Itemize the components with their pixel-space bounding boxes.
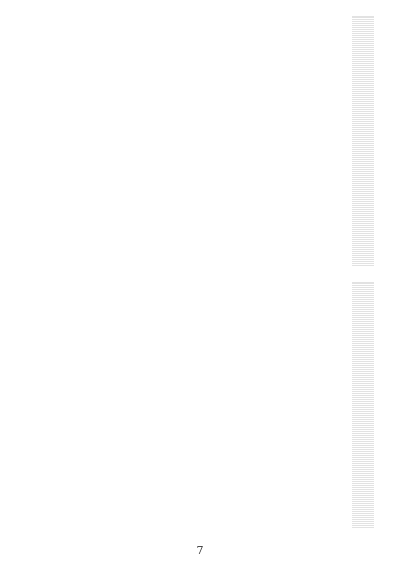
text-column [369, 282, 370, 528]
text-column [364, 282, 365, 528]
text-column [356, 16, 357, 266]
text-column [368, 16, 369, 266]
text-column [358, 16, 359, 266]
text-column [373, 16, 374, 266]
text-column [363, 282, 364, 528]
text-column [370, 282, 371, 528]
text-column [367, 282, 368, 528]
text-column [354, 282, 355, 528]
text-column [369, 16, 370, 266]
page-number: 7 [196, 544, 204, 557]
text-column [366, 16, 367, 266]
text-column [358, 282, 359, 528]
text-column [361, 16, 362, 266]
text-column [352, 16, 353, 266]
text-column [363, 16, 364, 266]
text-column [357, 16, 358, 266]
text-column [371, 16, 372, 266]
text-column [357, 282, 358, 528]
text-column [359, 16, 360, 266]
text-column [370, 16, 371, 266]
text-column [355, 282, 356, 528]
text-column [364, 16, 365, 266]
upper-text-block [26, 16, 374, 266]
text-column [360, 282, 361, 528]
text-column [371, 282, 372, 528]
text-column [359, 282, 360, 528]
text-column [366, 282, 367, 528]
text-column [373, 282, 374, 528]
text-column [360, 16, 361, 266]
text-column [355, 16, 356, 266]
lower-text-block [26, 282, 374, 528]
text-column [368, 282, 369, 528]
text-column [372, 16, 373, 266]
text-column [353, 282, 354, 528]
text-column [356, 282, 357, 528]
text-column [365, 282, 366, 528]
text-column [362, 16, 363, 266]
text-column [353, 16, 354, 266]
text-column [362, 282, 363, 528]
text-column [361, 282, 362, 528]
text-column [352, 282, 353, 528]
text-column [367, 16, 368, 266]
text-column [365, 16, 366, 266]
text-column [354, 16, 355, 266]
text-column [372, 282, 373, 528]
